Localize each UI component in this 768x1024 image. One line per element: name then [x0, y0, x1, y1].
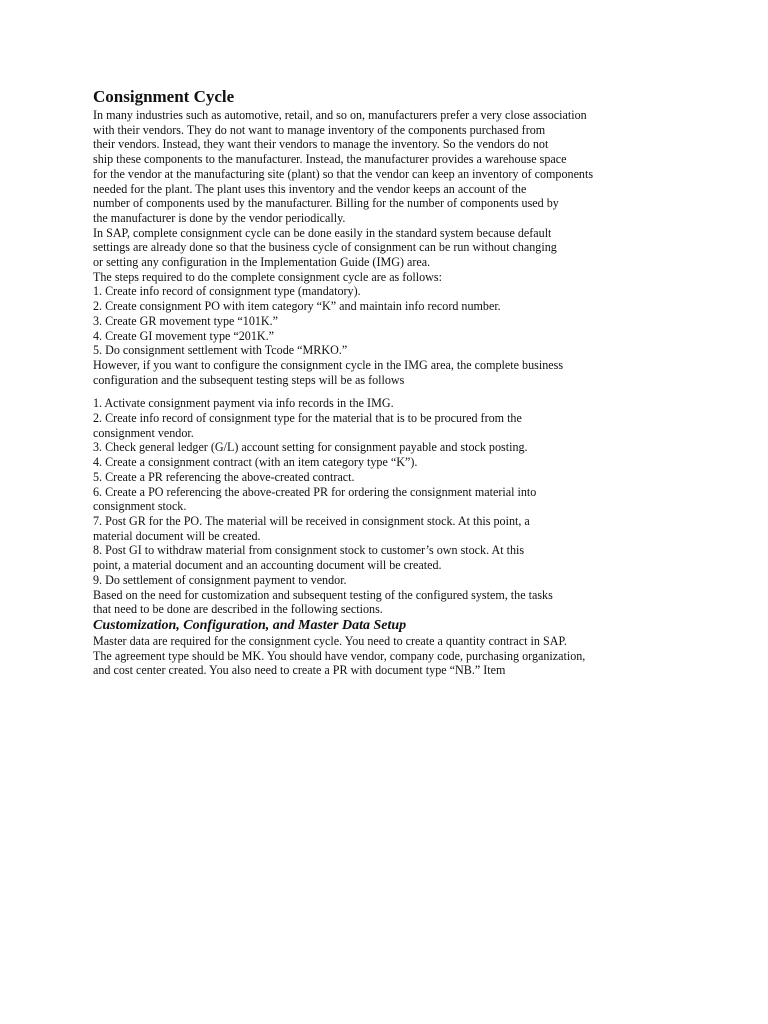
- list-item: material document will be created.: [93, 528, 261, 543]
- list-item: 5. Create a PR referencing the above-created contract.: [93, 469, 355, 484]
- text-line: needed for the plant. The plant uses this inventory and the vendor keeps an account of the: [93, 181, 527, 196]
- text-line: their vendors. Instead, they want their vendors to manage the inventory. So the vendors do not: [93, 137, 549, 152]
- list-item: consignment stock.: [93, 499, 187, 514]
- paragraph-gap: [93, 387, 693, 396]
- text-line: In SAP, complete consignment cycle can be done easily in the standard system because default: [93, 225, 552, 240]
- section-heading: Customization, Configuration, and Master Data Setup: [93, 617, 407, 633]
- list-item: 8. Post GI to withdraw material from consignment stock to customer’s own stock. At this: [93, 543, 525, 558]
- list-item: 2. Create consignment PO with item category “K” and maintain info record number.: [93, 299, 501, 314]
- setup-section: [93, 634, 693, 678]
- text-line: number of components used by the manufacturer. Billing for the number of components used by: [93, 196, 559, 211]
- list-item: 3. Check general ledger (G/L) account setting for consignment payable and stock posting.: [93, 440, 528, 455]
- text-line: for the vendor at the manufacturing site (plant) so that the vendor can keep an inventory of components: [93, 166, 594, 181]
- text-line: the manufacturer is done by the vendor periodically.: [93, 210, 346, 225]
- document-title: Consignment Cycle: [93, 87, 235, 106]
- config-steps-section: [93, 396, 693, 617]
- list-item: 9. Do settlement of consignment payment to vendor.: [93, 572, 347, 587]
- list-item: 4. Create GI movement type “201K.”: [93, 328, 275, 343]
- list-item: 2. Create info record of consignment type for the material that is to be procured from the: [93, 411, 522, 426]
- list-item: 6. Create a PO referencing the above-created PR for ordering the consignment material into: [93, 484, 537, 499]
- list-item: 4. Create a consignment contract (with an item category type “K”).: [93, 455, 418, 470]
- list-item: 3. Create GR movement type “101K.”: [93, 313, 279, 328]
- text-line: In many industries such as automotive, retail, and so on, manufacturers prefer a very close association: [93, 108, 587, 122]
- text-line: ship these components to the manufacturer. Instead, the manufacturer provides a warehouse space: [93, 152, 567, 167]
- text-line: that need to be done are described in the following sections.: [93, 602, 383, 617]
- text-line: However, if you want to configure the consignment cycle in the IMG area, the complete business: [93, 357, 564, 372]
- text-line: settings are already done so that the business cycle of consignment can be run without changing: [93, 240, 557, 255]
- text-line: or setting any configuration in the Implementation Guide (IMG) area.: [93, 255, 431, 270]
- text-line: The agreement type should be MK. You should have vendor, company code, purchasing organization,: [93, 648, 586, 663]
- list-item: 1. Create info record of consignment type (mandatory).: [93, 284, 361, 299]
- list-item: 1. Activate consignment payment via info records in the IMG.: [93, 396, 394, 411]
- intro-section: [93, 108, 693, 387]
- text-line: The steps required to do the complete consignment cycle are as follows:: [93, 269, 442, 284]
- text-line: Based on the need for customization and subsequent testing of the configured system, the tasks: [93, 587, 553, 602]
- list-item: point, a material document and an accounting document will be created.: [93, 558, 442, 573]
- document-page: [93, 86, 693, 678]
- list-item: 5. Do consignment settlement with Tcode “MRKO.”: [93, 343, 348, 358]
- text-line: configuration and the subsequent testing steps will be as follows: [93, 372, 405, 387]
- text-line: Master data are required for the consignment cycle. You need to create a quantity contract in SAP.: [93, 633, 567, 648]
- list-item: consignment vendor.: [93, 425, 194, 440]
- list-item: 7. Post GR for the PO. The material will be received in consignment stock. At this point, a: [93, 513, 530, 528]
- text-line: and cost center created. You also need to create a PR with document type “NB.” Item: [93, 663, 506, 678]
- text-line: with their vendors. They do not want to manage inventory of the components purchased from: [93, 122, 546, 137]
